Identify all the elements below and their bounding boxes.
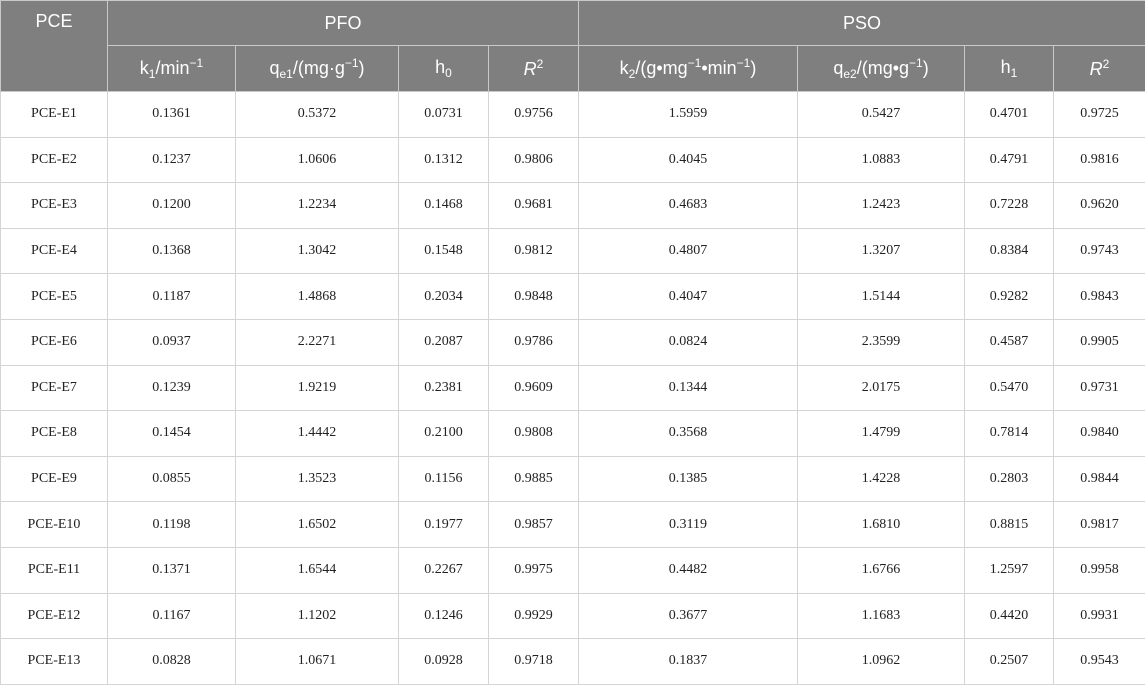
cell-qe1: 1.3042 — [236, 228, 399, 274]
table-row — [1, 228, 1145, 274]
cell-r2-pso: 0.9620 — [1054, 183, 1145, 229]
cell-h1: 0.4420 — [965, 593, 1054, 639]
header-row-groups — [1, 1, 1145, 46]
cell-qe1: 0.5372 — [236, 92, 399, 138]
cell-sample: PCE-E8 — [1, 411, 108, 457]
cell-qe1: 1.6502 — [236, 502, 399, 548]
table-row — [1, 411, 1145, 457]
cell-k2: 0.1837 — [579, 639, 798, 685]
cell-k2: 0.4807 — [579, 228, 798, 274]
cell-sample: PCE-E11 — [1, 547, 108, 593]
cell-qe2: 1.0883 — [798, 137, 965, 183]
cell-r2-pso: 0.9844 — [1054, 456, 1145, 502]
cell-k1: 0.1371 — [108, 547, 236, 593]
cell-r2-pso: 0.9840 — [1054, 411, 1145, 457]
cell-k2: 0.3119 — [579, 502, 798, 548]
header-h0: $h_0$ — [399, 46, 489, 92]
cell-r2-pso: 0.9931 — [1054, 593, 1145, 639]
cell-h1: 0.4701 — [965, 92, 1054, 138]
cell-sample: PCE-E6 — [1, 319, 108, 365]
cell-qe2: 1.6766 — [798, 547, 965, 593]
header-k2: $k_2/(g•mg^{-1}•\min^{-1})$ — [579, 46, 798, 92]
cell-k2: 0.4045 — [579, 137, 798, 183]
cell-r2-pso: 0.9905 — [1054, 319, 1145, 365]
cell-qe1: 1.1202 — [236, 593, 399, 639]
cell-r2-pso: 0.9843 — [1054, 274, 1145, 320]
table-row — [1, 137, 1145, 183]
cell-qe2: 1.0962 — [798, 639, 965, 685]
cell-h1: 0.2803 — [965, 456, 1054, 502]
cell-qe1: 1.9219 — [236, 365, 399, 411]
cell-h1: 0.9282 — [965, 274, 1054, 320]
cell-h0: 0.1246 — [399, 593, 489, 639]
cell-k1: 0.0828 — [108, 639, 236, 685]
cell-r2-pso: 0.9743 — [1054, 228, 1145, 274]
header-r2-pfo: $R^2$ — [489, 46, 579, 92]
cell-k1: 0.1200 — [108, 183, 236, 229]
cell-r2-pfo: 0.9929 — [489, 593, 579, 639]
cell-h0: 0.1468 — [399, 183, 489, 229]
cell-qe2: 2.3599 — [798, 319, 965, 365]
cell-r2-pfo: 0.9718 — [489, 639, 579, 685]
cell-r2-pso: 0.9543 — [1054, 639, 1145, 685]
cell-qe1: 1.0606 — [236, 137, 399, 183]
cell-h0: 0.2267 — [399, 547, 489, 593]
cell-k2: 1.5959 — [579, 92, 798, 138]
cell-r2-pfo: 0.9857 — [489, 502, 579, 548]
cell-sample: PCE-E9 — [1, 456, 108, 502]
cell-k2: 0.3677 — [579, 593, 798, 639]
cell-h1: 0.4587 — [965, 319, 1054, 365]
cell-qe1: 2.2271 — [236, 319, 399, 365]
header-group-pfo: PFO — [108, 1, 579, 46]
cell-k1: 0.0937 — [108, 319, 236, 365]
cell-sample: PCE-E7 — [1, 365, 108, 411]
table-row — [1, 639, 1145, 685]
header-r2-pso: $R^2$ — [1054, 46, 1145, 92]
cell-qe2: 1.6810 — [798, 502, 965, 548]
header-h1: $h_1$ — [965, 46, 1054, 92]
cell-r2-pso: 0.9958 — [1054, 547, 1145, 593]
cell-r2-pfo: 0.9885 — [489, 456, 579, 502]
cell-qe2: 1.1683 — [798, 593, 965, 639]
cell-k1: 0.1167 — [108, 593, 236, 639]
table-header — [1, 1, 1145, 92]
cell-h0: 0.0731 — [399, 92, 489, 138]
cell-h1: 0.4791 — [965, 137, 1054, 183]
cell-sample: PCE-E4 — [1, 228, 108, 274]
cell-h0: 0.1156 — [399, 456, 489, 502]
cell-h0: 0.1312 — [399, 137, 489, 183]
cell-r2-pso: 0.9725 — [1054, 92, 1145, 138]
table-row — [1, 547, 1145, 593]
header-qe1: $q_{e1}/(mg\cdot g^{-1})$ — [236, 46, 399, 92]
cell-sample: PCE-E10 — [1, 502, 108, 548]
cell-r2-pfo: 0.9975 — [489, 547, 579, 593]
cell-k2: 0.1344 — [579, 365, 798, 411]
cell-k1: 0.0855 — [108, 456, 236, 502]
cell-h0: 0.0928 — [399, 639, 489, 685]
cell-sample: PCE-E12 — [1, 593, 108, 639]
table-row — [1, 319, 1145, 365]
cell-h1: 0.8815 — [965, 502, 1054, 548]
cell-h0: 0.2034 — [399, 274, 489, 320]
cell-k2: 0.3568 — [579, 411, 798, 457]
cell-h0: 0.2100 — [399, 411, 489, 457]
cell-r2-pfo: 0.9808 — [489, 411, 579, 457]
cell-r2-pso: 0.9731 — [1054, 365, 1145, 411]
cell-qe2: 0.5427 — [798, 92, 965, 138]
cell-r2-pfo: 0.9786 — [489, 319, 579, 365]
cell-qe1: 1.0671 — [236, 639, 399, 685]
cell-h1: 0.5470 — [965, 365, 1054, 411]
cell-qe2: 1.4799 — [798, 411, 965, 457]
cell-qe2: 1.3207 — [798, 228, 965, 274]
cell-k1: 0.1187 — [108, 274, 236, 320]
cell-h0: 0.2381 — [399, 365, 489, 411]
cell-h0: 0.2087 — [399, 319, 489, 365]
cell-sample: PCE-E1 — [1, 92, 108, 138]
cell-sample: PCE-E2 — [1, 137, 108, 183]
cell-r2-pfo: 0.9812 — [489, 228, 579, 274]
cell-k2: 0.4482 — [579, 547, 798, 593]
cell-qe1: 1.6544 — [236, 547, 399, 593]
cell-qe2: 1.5144 — [798, 274, 965, 320]
cell-h1: 1.2597 — [965, 547, 1054, 593]
cell-sample: PCE-E3 — [1, 183, 108, 229]
cell-r2-pso: 0.9816 — [1054, 137, 1145, 183]
cell-k1: 0.1368 — [108, 228, 236, 274]
table-row — [1, 456, 1145, 502]
cell-qe1: 1.4868 — [236, 274, 399, 320]
cell-k1: 0.1239 — [108, 365, 236, 411]
header-pce: PCE — [1, 1, 108, 92]
cell-r2-pfo: 0.9681 — [489, 183, 579, 229]
header-k1: $k_1/\min^{-1}$ — [108, 46, 236, 92]
header-group-pso: PSO — [579, 1, 1145, 46]
cell-qe2: 1.4228 — [798, 456, 965, 502]
cell-k1: 0.1198 — [108, 502, 236, 548]
header-row-params — [1, 46, 1145, 92]
cell-qe2: 1.2423 — [798, 183, 965, 229]
cell-h1: 0.7814 — [965, 411, 1054, 457]
table-row — [1, 183, 1145, 229]
table-row — [1, 92, 1145, 138]
cell-r2-pfo: 0.9609 — [489, 365, 579, 411]
cell-qe1: 1.2234 — [236, 183, 399, 229]
cell-k2: 0.1385 — [579, 456, 798, 502]
cell-sample: PCE-E5 — [1, 274, 108, 320]
table-row — [1, 502, 1145, 548]
cell-k1: 0.1361 — [108, 92, 236, 138]
cell-r2-pso: 0.9817 — [1054, 502, 1145, 548]
cell-qe1: 1.3523 — [236, 456, 399, 502]
table-row — [1, 593, 1145, 639]
cell-h0: 0.1548 — [399, 228, 489, 274]
cell-k1: 0.1454 — [108, 411, 236, 457]
cell-h1: 0.8384 — [965, 228, 1054, 274]
cell-qe2: 2.0175 — [798, 365, 965, 411]
table-row — [1, 274, 1145, 320]
table-row — [1, 365, 1145, 411]
cell-k2: 0.0824 — [579, 319, 798, 365]
cell-sample: PCE-E13 — [1, 639, 108, 685]
cell-k2: 0.4047 — [579, 274, 798, 320]
cell-r2-pfo: 0.9806 — [489, 137, 579, 183]
cell-qe1: 1.4442 — [236, 411, 399, 457]
cell-k1: 0.1237 — [108, 137, 236, 183]
cell-r2-pfo: 0.9756 — [489, 92, 579, 138]
header-qe2: $q_{e2}/(mg•g^{-1})$ — [798, 46, 965, 92]
cell-h1: 0.2507 — [965, 639, 1054, 685]
cell-k2: 0.4683 — [579, 183, 798, 229]
cell-h0: 0.1977 — [399, 502, 489, 548]
cell-h1: 0.7228 — [965, 183, 1054, 229]
table-body — [1, 92, 1145, 685]
cell-r2-pfo: 0.9848 — [489, 274, 579, 320]
